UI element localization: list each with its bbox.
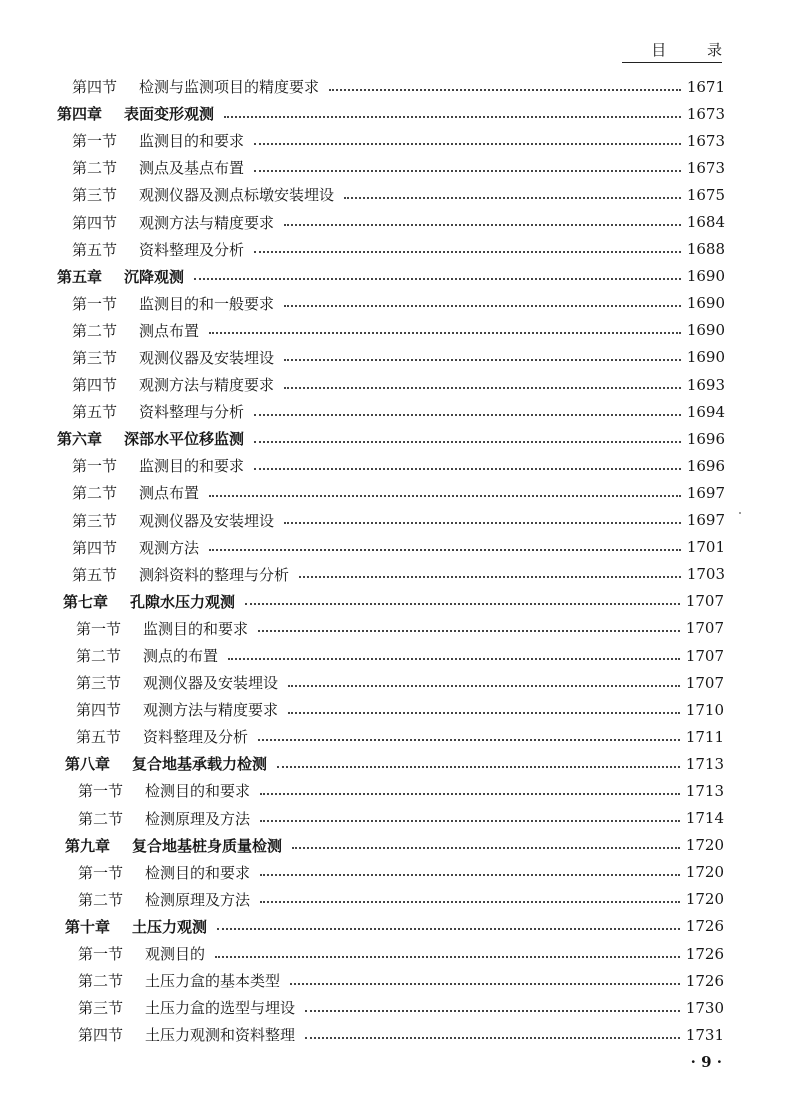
toc-leader-dots (299, 566, 681, 578)
toc-title: 观测方法与精度要求 (143, 701, 279, 720)
toc-chapter-entry (0, 913, 790, 940)
toc-title: 复合地基桩身质量检测 (132, 836, 283, 855)
toc-title: 检测目的和要求 (145, 782, 251, 801)
toc-title: 孔隙水压力观测 (130, 592, 236, 611)
toc-title: 检测目的和要求 (145, 863, 251, 882)
toc-section-entry (0, 507, 790, 534)
toc-page-number: 1707 (685, 619, 724, 638)
toc-leader-dots (260, 783, 680, 795)
toc-page-number: 1696 (686, 456, 725, 475)
toc-leader-dots (290, 973, 680, 985)
toc-page-number: 1711 (685, 727, 724, 746)
toc-label: 第一节 (78, 863, 124, 882)
toc-leader-dots (258, 620, 680, 632)
toc-leader-dots (209, 322, 681, 334)
toc-title: 观测方法与精度要求 (139, 213, 275, 232)
toc-page-number: 1675 (686, 185, 725, 204)
header-title: 目 录 (651, 41, 740, 59)
toc-title: 测点的布置 (143, 647, 219, 666)
toc-section-entry (0, 859, 790, 886)
toc-label: 第九章 (65, 836, 111, 855)
toc-label: 第四章 (57, 105, 103, 124)
toc-title: 检测与监测项目的精度要求 (139, 78, 320, 97)
toc-leader-dots (217, 918, 680, 930)
toc-label: 第四节 (72, 213, 118, 232)
toc-page-number: 1707 (685, 646, 724, 665)
toc-leader-dots (209, 539, 681, 551)
toc-page-number: 1707 (685, 592, 724, 611)
toc-title: 测点及基点布置 (139, 159, 245, 178)
toc-section-entry (0, 398, 790, 425)
toc-label: 第二节 (72, 321, 118, 340)
toc-leader-dots (245, 593, 680, 605)
toc-page-number: 1701 (686, 538, 725, 557)
toc-page-number: 1697 (686, 511, 725, 530)
toc-title: 观测仪器及安装埋设 (143, 674, 279, 693)
toc-title: 观测仪器及测点标墩安装埋设 (139, 186, 335, 205)
toc-section-entry (0, 642, 790, 669)
toc-page-number: 1696 (686, 429, 725, 448)
toc-section-entry (0, 127, 790, 154)
toc-title: 测点布置 (139, 321, 200, 340)
toc-label: 第三节 (72, 348, 118, 367)
toc-leader-dots (344, 187, 681, 199)
toc-leader-dots (254, 133, 681, 145)
toc-leader-dots (254, 160, 681, 172)
toc-page-number: 1726 (685, 944, 724, 963)
toc-title: 观测仪器及安装埋设 (139, 511, 275, 530)
toc-title: 资料整理及分析 (143, 728, 249, 747)
toc-section-entry (0, 1021, 790, 1048)
toc-page-number: 1694 (686, 402, 725, 421)
toc-leader-dots (254, 458, 681, 470)
toc-leader-dots (209, 485, 681, 497)
toc-page-number: 1720 (685, 836, 724, 855)
toc-section-entry (0, 154, 790, 181)
toc-chapter-entry (0, 588, 790, 615)
toc-label: 第四节 (72, 78, 118, 97)
toc-title: 土压力观测和资料整理 (145, 1026, 296, 1045)
toc-section-entry (0, 208, 790, 235)
toc-title: 深部水平位移监测 (124, 430, 245, 449)
toc-title: 观测仪器及安装埋设 (139, 348, 275, 367)
toc-title: 观测方法与精度要求 (139, 376, 275, 395)
toc-leader-dots (288, 702, 680, 714)
toc-section-entry (0, 886, 790, 913)
toc-label: 第二节 (76, 647, 122, 666)
toc-title: 检测原理及方法 (145, 890, 251, 909)
toc-page-number: 1730 (685, 998, 724, 1017)
toc-page-number: 1726 (685, 971, 724, 990)
page-header (622, 38, 740, 63)
toc-leader-dots (260, 864, 680, 876)
toc-leader-dots (284, 512, 681, 524)
toc-label: 第三节 (72, 511, 118, 530)
toc-label: 第二节 (78, 972, 124, 991)
toc-title: 沉降观测 (124, 267, 185, 286)
toc-title: 土压力观测 (132, 917, 208, 936)
toc-label: 第一节 (72, 457, 118, 476)
toc-page-number: 1673 (686, 131, 725, 150)
toc-chapter-entry (0, 263, 790, 290)
toc-title: 测点布置 (139, 484, 200, 503)
toc-section-entry (0, 479, 790, 506)
toc-label: 第七章 (63, 592, 109, 611)
toc-label: 第一节 (72, 294, 118, 313)
toc-page-number: 1690 (686, 267, 725, 286)
toc-page-number: 1697 (686, 483, 725, 502)
toc-title: 土压力盒的基本类型 (145, 972, 281, 991)
toc-leader-dots (305, 1000, 680, 1012)
toc-page-number: 1690 (686, 348, 725, 367)
toc-title: 资料整理及分析 (139, 240, 245, 259)
table-of-contents (0, 73, 790, 1048)
toc-section-entry (0, 344, 790, 371)
toc-section-entry (0, 561, 790, 588)
toc-title: 监测目的和要求 (139, 132, 245, 151)
toc-section-entry (0, 534, 790, 561)
toc-label: 第一节 (78, 782, 124, 801)
toc-label: 第二节 (72, 159, 118, 178)
toc-page-number: 1713 (685, 754, 724, 773)
toc-section-entry (0, 940, 790, 967)
toc-leader-dots (292, 837, 680, 849)
toc-label: 第三节 (78, 999, 124, 1018)
toc-title: 观测方法 (139, 538, 200, 557)
toc-leader-dots (260, 891, 680, 903)
toc-section-entry (0, 371, 790, 398)
toc-label: 第二节 (72, 484, 118, 503)
toc-section-entry (0, 777, 790, 804)
toc-page-number: 1710 (685, 700, 724, 719)
toc-leader-dots (288, 675, 680, 687)
toc-title: 监测目的和一般要求 (139, 294, 275, 313)
toc-title: 测斜资料的整理与分析 (139, 565, 290, 584)
toc-page-number: 1690 (686, 294, 725, 313)
toc-leader-dots (228, 648, 680, 660)
toc-label: 第一节 (78, 945, 124, 964)
toc-page-number: 1673 (686, 158, 725, 177)
toc-page-number: 1713 (685, 781, 724, 800)
toc-label: 第二节 (78, 890, 124, 909)
toc-label: 第五节 (72, 240, 118, 259)
toc-chapter-entry (0, 832, 790, 859)
toc-label: 第二节 (78, 809, 124, 828)
toc-page-number: 1707 (685, 673, 724, 692)
toc-page-number: 1720 (685, 863, 724, 882)
toc-leader-dots (277, 756, 680, 768)
toc-section-entry (0, 317, 790, 344)
toc-page-number: 1693 (686, 375, 725, 394)
toc-label: 第四节 (76, 701, 122, 720)
toc-leader-dots (284, 214, 681, 226)
toc-page-number: 1688 (686, 240, 725, 259)
toc-leader-dots (305, 1027, 680, 1039)
toc-chapter-entry (0, 750, 790, 777)
toc-section-entry (0, 669, 790, 696)
toc-leader-dots (254, 431, 681, 443)
toc-section-entry (0, 805, 790, 832)
toc-leader-dots (329, 79, 681, 91)
toc-label: 第三节 (76, 674, 122, 693)
toc-label: 第五章 (57, 267, 103, 286)
toc-leader-dots (215, 946, 680, 958)
toc-section-entry (0, 967, 790, 994)
toc-page-number: 1671 (686, 77, 725, 96)
toc-page-number: 1703 (686, 565, 725, 584)
toc-leader-dots (284, 295, 681, 307)
toc-label: 第一节 (76, 619, 122, 638)
toc-title: 资料整理与分析 (139, 403, 245, 422)
toc-chapter-entry (0, 425, 790, 452)
toc-section-entry (0, 723, 790, 750)
toc-leader-dots (254, 404, 681, 416)
toc-section-entry (0, 615, 790, 642)
toc-label: 第五节 (72, 403, 118, 422)
page-number: · 9 · (690, 1053, 722, 1071)
toc-page-number: 1673 (686, 104, 725, 123)
toc-section-entry (0, 181, 790, 208)
toc-leader-dots (258, 729, 680, 741)
toc-label: 第五节 (76, 728, 122, 747)
toc-label: 第三节 (72, 186, 118, 205)
toc-section-entry (0, 696, 790, 723)
toc-page-number: 1731 (685, 1025, 724, 1044)
toc-label: 第八章 (65, 755, 111, 774)
toc-leader-dots (284, 349, 681, 361)
toc-page-number: 1726 (685, 917, 724, 936)
toc-leader-dots (254, 241, 681, 253)
toc-title: 表面变形观测 (124, 105, 215, 124)
toc-title: 观测目的 (145, 945, 206, 964)
toc-label: 第十章 (65, 917, 111, 936)
toc-label: 第四节 (72, 376, 118, 395)
toc-section-entry (0, 994, 790, 1021)
toc-label: 第四节 (78, 1026, 124, 1045)
toc-title: 监测目的和要求 (143, 619, 249, 638)
toc-label: 第五节 (72, 565, 118, 584)
toc-leader-dots (194, 268, 681, 280)
toc-page-number: 1690 (686, 321, 725, 340)
toc-label: 第四节 (72, 538, 118, 557)
toc-section-entry (0, 236, 790, 263)
toc-section-entry (0, 290, 790, 317)
toc-section-entry (0, 73, 790, 100)
toc-section-entry (0, 452, 790, 479)
toc-page-number: 1684 (686, 213, 725, 232)
toc-leader-dots (284, 377, 681, 389)
toc-leader-dots (224, 106, 681, 118)
toc-label: 第六章 (57, 430, 103, 449)
toc-page-number: 1720 (685, 890, 724, 909)
toc-chapter-entry (0, 100, 790, 127)
toc-title: 检测原理及方法 (145, 809, 251, 828)
toc-page-number: 1714 (685, 809, 724, 828)
toc-title: 复合地基承载力检测 (132, 755, 268, 774)
toc-title: 监测目的和要求 (139, 457, 245, 476)
toc-leader-dots (260, 810, 680, 822)
toc-title: 土压力盒的选型与埋设 (145, 999, 296, 1018)
scan-speck (739, 512, 741, 514)
toc-label: 第一节 (72, 132, 118, 151)
